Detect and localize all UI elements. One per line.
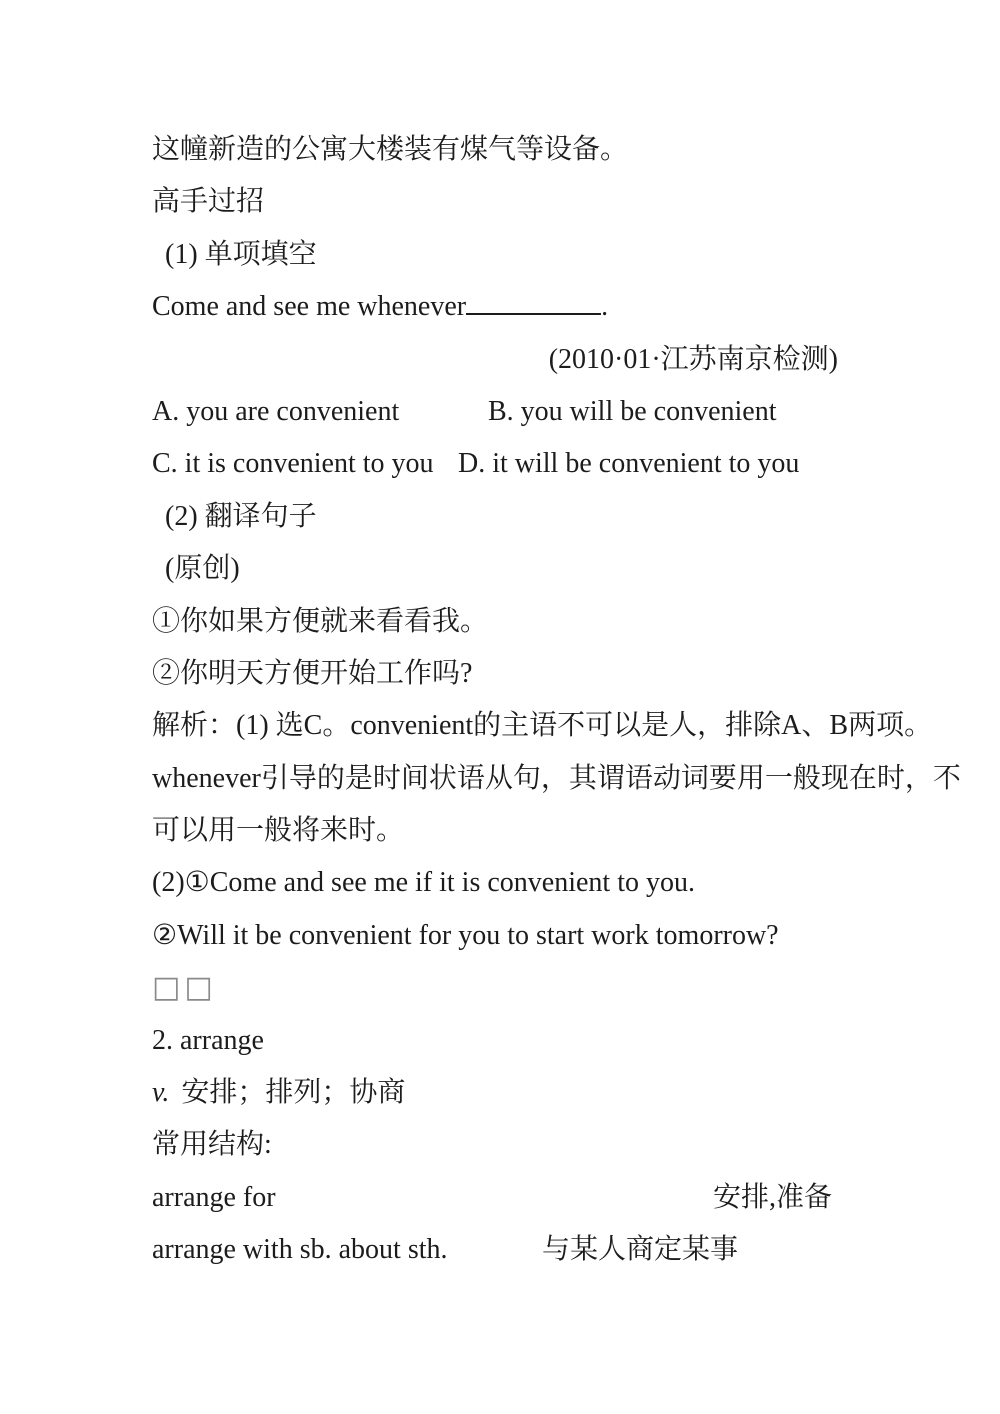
option-b: B. you will be convenient — [488, 395, 777, 427]
analysis-line-3: 可以用一般将来时。 — [152, 815, 405, 847]
answer-blank — [466, 311, 601, 315]
entry2-structures-label: 常用结构: — [152, 1129, 272, 1161]
translate-item-2: ②你明天方便开始工作吗? — [152, 657, 473, 689]
structure-row-2 — [152, 1224, 848, 1276]
question-text: Come and see me whenever — [152, 291, 467, 323]
options-row-cd — [152, 438, 848, 490]
options-row-ab — [152, 386, 848, 438]
answer-line-1: (2)①Come and see me if it is convenient to you. — [152, 867, 695, 899]
question-period: . — [601, 291, 609, 323]
origin-note: (原创) — [165, 553, 240, 585]
missing-glyph-boxes: □□ — [152, 970, 217, 1006]
entry2-headword: 2. arrange — [152, 1024, 264, 1056]
option-c: C. it is convenient to you — [152, 448, 434, 480]
entry2-pos: v. — [152, 1077, 170, 1109]
analysis-line-1: 解析：(1) 选C。convenient的主语不可以是人，排除A、B两项。 — [152, 710, 933, 742]
answer-line-2: ②Will it be convenient for you to start work tomorrow? — [152, 919, 779, 951]
structure-1-cn: 安排,准备 — [713, 1181, 833, 1213]
translate-item-1: ①你如果方便就来看看我。 — [152, 605, 489, 637]
analysis-line-2: whenever引导的是时间状语从句，其谓语动词要用一般现在时，不 — [152, 762, 961, 794]
document-content — [152, 124, 961, 1277]
example-sentence-cn: 这幢新造的公寓大楼装有煤气等设备。 — [152, 134, 629, 165]
question-line — [152, 281, 848, 333]
part2-label: (2) 翻译句子 — [165, 500, 317, 532]
part1-label: (1) 单项填空 — [165, 238, 317, 270]
entry2-pos-meaning — [152, 1067, 848, 1119]
structure-2-cn: 与某人商定某事 — [542, 1234, 739, 1266]
placeholder-boxes-line — [152, 962, 848, 1014]
structure-2-en: arrange with sb. about sth. — [152, 1234, 448, 1266]
option-a: A. you are convenient — [152, 395, 400, 427]
option-d: D. it will be convenient to you — [458, 448, 800, 480]
structure-row-1 — [152, 1172, 848, 1224]
question-source: (2010·01·江苏南京检测) — [548, 343, 838, 375]
section-title: 高手过招 — [152, 186, 265, 218]
structure-1-en: arrange for — [152, 1181, 276, 1213]
entry2-meaning: 安排；排列；协商 — [181, 1077, 406, 1109]
